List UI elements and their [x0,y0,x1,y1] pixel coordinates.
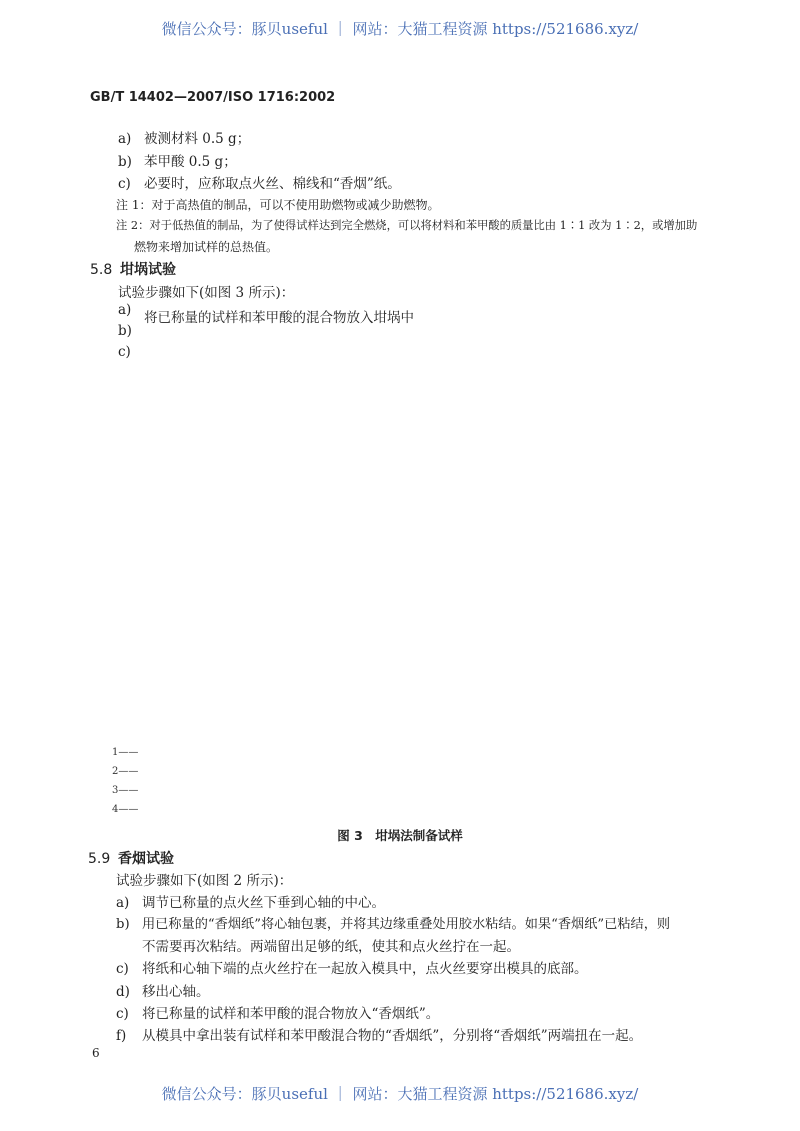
section-5-8-intro: 试验步骤如下(如图 3 所示)： [118,285,295,301]
list-item: f) 从模具中拿出装有试样和苯甲酸混合物的“香烟纸”，分别将“香烟纸”两端扭在一起。 [116,1028,643,1044]
note-2-cont: 燃物来增加试样的总热值。 [134,240,279,254]
list-item: c) 将纸和心轴下端的点火丝拧在一起放入模具中，点火丝要穿出模具的底部。 [116,961,588,977]
section-5-9-intro: 试验步骤如下(如图 2 所示)： [116,873,293,889]
list-item-cont: 不需要再次粘结。两端留出足够的纸，使其和点火丝拧在一起。 [142,939,520,955]
watermark-bottom: 微信公众号：豚贝useful ｜ 网站：大猫工程资源 https://521686.xyz/ [161,1085,639,1103]
list-item: a) 将已称量的试样和苯甲酸的混合物放入坩埚中 [118,302,414,326]
list-item: b) [118,323,132,339]
list-item: d) 移出心轴。 [116,984,210,1000]
legend-item: 1—— [112,747,139,758]
list-item: c) [118,344,131,360]
legend-item: 2—— [112,766,139,777]
page-number: 6 [92,1046,100,1060]
section-5-9-heading: 5.9 香烟试验 [88,851,174,867]
figure-caption: 图 3 坩埚法制备试样 [337,828,463,843]
watermark-top: 微信公众号：豚贝useful ｜ 网站：大猫工程资源 https://521686.xyz/ [161,20,639,38]
list-item: a) 被测材料 0.5 g； [118,131,251,147]
standard-header: GB/T 14402—2007/ISO 1716:2002 [90,90,336,105]
list-item: b) 苯甲酸 0.5 g； [118,154,237,170]
list-item: b) 用已称量的“香烟纸”将心轴包裹，并将其边缘重叠处用胶水粘结。如果“香烟纸”已粘结，则 [116,917,671,932]
section-5-8-heading: 5.8 坩埚试验 [90,262,176,278]
note-2: 注 2：对于低热值的制品，为了使得试样达到完全燃烧，可以将材料和苯甲酸的质量比由 1∶1 改为 1∶2，或增加助 [116,219,698,232]
list-item: a) 调节已称量的点火丝下垂到心轴的中心。 [116,895,385,911]
list-item: c) 必要时，应称取点火丝、棉线和“香烟”纸。 [118,176,401,192]
note-1: 注 1：对于高热值的制品，可以不使用助燃物或减少助燃物。 [116,198,440,212]
legend-item: 3—— [112,785,139,796]
list-item: c) 将已称量的试样和苯甲酸的混合物放入“香烟纸”。 [116,1006,440,1022]
legend-item: 4—— [112,804,139,815]
